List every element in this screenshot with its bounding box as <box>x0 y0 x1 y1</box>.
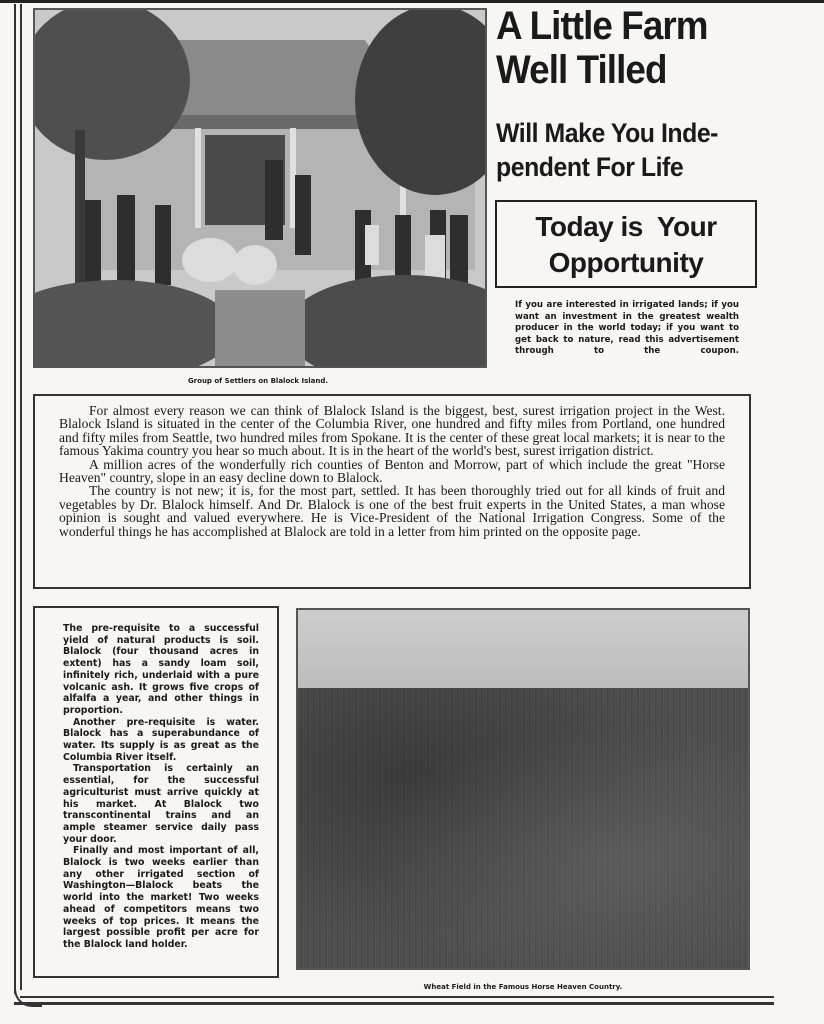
wheat-field-photo <box>296 608 750 970</box>
column-paragraph-2: Another pre-requisite is water. Blalock has a superabundance of water. Its supply is as great as the Columbia River itself. <box>63 716 259 763</box>
headline-line-2: Well Tilled <box>496 48 667 92</box>
headline-subtitle <box>496 116 772 184</box>
column-paragraph-1: The pre-requisite to a successful yield of natural products is soil. Blalock (four thousand acres in extent) has a sandy loam soil, infinitely rich, underlaid with a pure volcanic ash. It grows five crops of alfalfa a year, and other things in proportion. <box>63 623 259 716</box>
settlers-photo-illustration <box>35 10 485 366</box>
headline-title <box>496 4 790 92</box>
column-paragraph-4: Finally and most important of all, Blalock is two weeks earlier than any other irrigated section of Washington—Blalock beats the world into the market! Two weeks ahead of competitors means two weeks of top prices. It means the largest possible profit per acre for the Blalock land holder. <box>63 845 259 950</box>
opportunity-box <box>495 200 757 288</box>
body-paragraph-1: For almost every reason we can think of Blalock Island is the biggest, best, surest irrigation project in the West. Blalock Island is situated in the center of the Columbia River, one hundred and fifty miles from Portland, one hundred and fifty miles from Seattle, two hundred miles from Spokane. It is the center of these great local markets; it is near to the famous Yakima country you hear so much about. It is in the heart of the world's best, surest irrigation district. <box>59 403 725 459</box>
left-border-inner <box>20 4 22 990</box>
settlers-photo <box>33 8 487 368</box>
subtitle-line-2: pendent For Life <box>496 152 684 182</box>
wheat-field-sky <box>298 610 748 688</box>
opportunity-line-2: Opportunity <box>548 247 704 278</box>
left-border-outer <box>14 4 16 994</box>
headline-line-1: A Little Farm <box>496 4 708 48</box>
bottom-border-inner <box>20 996 774 998</box>
left-column-box <box>33 606 279 978</box>
wheat-field-caption: Wheat Field in the Famous Horse Heaven Country. <box>423 983 623 991</box>
opportunity-line-1: Today is Your <box>535 211 717 242</box>
subtitle-line-1: Will Make You Inde- <box>496 118 718 148</box>
settlers-photo-caption: Group of Settlers on Blalock Island. <box>187 377 329 385</box>
intro-note: If you are interested in irrigated lands; if you want an investment in the greatest wealth producer in the world today; if you want to get back to nature, read this advertisement through to the coupon. <box>515 300 739 357</box>
wheat-field-ground <box>298 688 748 970</box>
body-paragraph-2: A million acres of the wonderfully rich counties of Benton and Morrow, part of which include the great "Horse Heaven" country, slope in an easy decline down to Blalock. <box>59 456 725 486</box>
main-body-box <box>33 394 751 589</box>
bottom-border-outer <box>14 1002 774 1005</box>
top-rule <box>0 0 824 3</box>
column-paragraph-3: Transportation is certainly an essential, for the successful agriculturist must arrive quickly at his market. At Blalock two transcontinental trains and an ample steamer service daily pass your door. <box>63 763 259 845</box>
body-paragraph-3: The country is not new; it is, for the most part, settled. It has been thoroughly tried out for all kinds of fruit and vegetables by Dr. Blalock himself. And Dr. Blalock is one of the best fruit experts in the United States, a man whose opinion is sought and valued everywhere. He is Vice-President of the National Irrigation Congress. Some of the wonderful things he has accomplished at Blalock are told in a letter from him printed on the opposite page. <box>59 483 725 539</box>
